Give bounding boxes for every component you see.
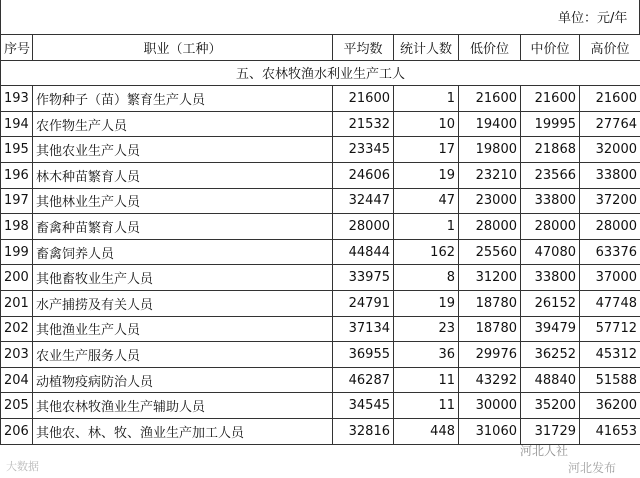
row-high: 21600 (580, 86, 640, 112)
row-low: 18780 (459, 316, 521, 342)
row-mid: 28000 (521, 214, 580, 240)
row-low: 25560 (459, 239, 521, 265)
row-index: 199 (1, 239, 33, 265)
row-index: 195 (1, 137, 33, 163)
row-count: 11 (394, 393, 459, 419)
row-count: 10 (394, 111, 459, 137)
row-occupation: 其他农业生产人员 (33, 137, 333, 163)
row-count: 162 (394, 239, 459, 265)
row-occupation: 作物种子（苗）繁育生产人员 (33, 86, 333, 112)
row-average: 32447 (333, 188, 394, 214)
row-count: 19 (394, 162, 459, 188)
row-high: 45312 (580, 342, 640, 368)
row-mid: 33800 (521, 188, 580, 214)
row-high: 32000 (580, 137, 640, 163)
row-occupation: 其他农林牧渔业生产辅助人员 (33, 393, 333, 419)
row-occupation: 畜禽种苗繁育人员 (33, 214, 333, 240)
row-average: 37134 (333, 316, 394, 342)
row-high: 27764 (580, 111, 640, 137)
row-average: 34545 (333, 393, 394, 419)
row-index: 205 (1, 393, 33, 419)
row-high: 36200 (580, 393, 640, 419)
row-count: 36 (394, 342, 459, 368)
row-low: 23210 (459, 162, 521, 188)
row-mid: 31729 (521, 418, 580, 444)
row-low: 18780 (459, 290, 521, 316)
row-count: 19 (394, 290, 459, 316)
row-average: 21532 (333, 111, 394, 137)
section-row (1, 60, 640, 86)
row-low: 31200 (459, 265, 521, 291)
row-index: 196 (1, 162, 33, 188)
row-mid: 23566 (521, 162, 580, 188)
table-row (1, 316, 640, 342)
row-average: 46287 (333, 367, 394, 393)
row-high: 41653 (580, 418, 640, 444)
row-count: 11 (394, 367, 459, 393)
row-count: 448 (394, 418, 459, 444)
row-low: 19400 (459, 111, 521, 137)
section-title: 五、农林牧渔水利业生产工人 (1, 60, 640, 86)
row-occupation: 林木种苗繁育人员 (33, 162, 333, 188)
row-index: 200 (1, 265, 33, 291)
row-average: 28000 (333, 214, 394, 240)
row-count: 8 (394, 265, 459, 291)
row-mid: 21600 (521, 86, 580, 112)
row-mid: 47080 (521, 239, 580, 265)
row-occupation: 水产捕捞及有关人员 (33, 290, 333, 316)
row-index: 201 (1, 290, 33, 316)
row-average: 33975 (333, 265, 394, 291)
watermark-right-sub: 河北发布 (568, 461, 617, 475)
table-row (1, 214, 640, 240)
row-mid: 48840 (521, 367, 580, 393)
header-average: 平均数 (333, 35, 394, 61)
table-row (1, 342, 640, 368)
header-index: 序号 (1, 35, 33, 61)
watermark-left: 大数据 (6, 460, 39, 473)
row-low: 19800 (459, 137, 521, 163)
header-low: 低价位 (459, 35, 521, 61)
row-occupation: 其他农、林、牧、渔业生产加工人员 (33, 418, 333, 444)
row-mid: 36252 (521, 342, 580, 368)
table-row (1, 239, 640, 265)
row-average: 44844 (333, 239, 394, 265)
row-average: 36955 (333, 342, 394, 368)
row-high: 63376 (580, 239, 640, 265)
table-row (1, 188, 640, 214)
table-row (1, 290, 640, 316)
row-mid: 33800 (521, 265, 580, 291)
row-index: 203 (1, 342, 33, 368)
row-occupation: 农业生产服务人员 (33, 342, 333, 368)
row-mid: 26152 (521, 290, 580, 316)
row-index: 194 (1, 111, 33, 137)
row-high: 33800 (580, 162, 640, 188)
table-row (1, 265, 640, 291)
row-high: 28000 (580, 214, 640, 240)
row-high: 37000 (580, 265, 640, 291)
row-low: 23000 (459, 188, 521, 214)
row-mid: 35200 (521, 393, 580, 419)
table-row (1, 418, 640, 444)
header-occupation: 职业（工种） (33, 35, 333, 61)
row-occupation: 其他林业生产人员 (33, 188, 333, 214)
row-index: 193 (1, 86, 33, 112)
row-average: 23345 (333, 137, 394, 163)
row-mid: 19995 (521, 111, 580, 137)
row-high: 37200 (580, 188, 640, 214)
row-high: 57712 (580, 316, 640, 342)
row-low: 21600 (459, 86, 521, 112)
row-index: 197 (1, 188, 33, 214)
row-occupation: 其他畜牧业生产人员 (33, 265, 333, 291)
row-count: 47 (394, 188, 459, 214)
table-top-frame (0, 0, 640, 34)
table-row (1, 86, 640, 112)
header-count: 统计人数 (394, 35, 459, 61)
row-occupation: 动植物疫病防治人员 (33, 367, 333, 393)
row-count: 1 (394, 214, 459, 240)
row-average: 32816 (333, 418, 394, 444)
header-high: 高价位 (580, 35, 640, 61)
row-low: 31060 (459, 418, 521, 444)
row-average: 24606 (333, 162, 394, 188)
row-index: 202 (1, 316, 33, 342)
row-count: 23 (394, 316, 459, 342)
row-low: 28000 (459, 214, 521, 240)
header-mid: 中价位 (521, 35, 580, 61)
wage-table (0, 34, 640, 445)
row-index: 198 (1, 214, 33, 240)
table-row (1, 162, 640, 188)
unit-label: 单位：元/年 (558, 11, 628, 26)
row-index: 206 (1, 418, 33, 444)
row-index: 204 (1, 367, 33, 393)
row-high: 51588 (580, 367, 640, 393)
row-count: 1 (394, 86, 459, 112)
row-count: 17 (394, 137, 459, 163)
row-occupation: 其他渔业生产人员 (33, 316, 333, 342)
row-average: 21600 (333, 86, 394, 112)
row-high: 47748 (580, 290, 640, 316)
row-average: 24791 (333, 290, 394, 316)
row-low: 29976 (459, 342, 521, 368)
header-row (1, 35, 640, 61)
row-low: 30000 (459, 393, 521, 419)
table-row (1, 137, 640, 163)
row-mid: 21868 (521, 137, 580, 163)
row-low: 43292 (459, 367, 521, 393)
table-row (1, 393, 640, 419)
table-row (1, 111, 640, 137)
table-row (1, 367, 640, 393)
watermark-right: 河北人社 (520, 444, 569, 458)
row-mid: 39479 (521, 316, 580, 342)
row-occupation: 畜禽饲养人员 (33, 239, 333, 265)
row-occupation: 农作物生产人员 (33, 111, 333, 137)
